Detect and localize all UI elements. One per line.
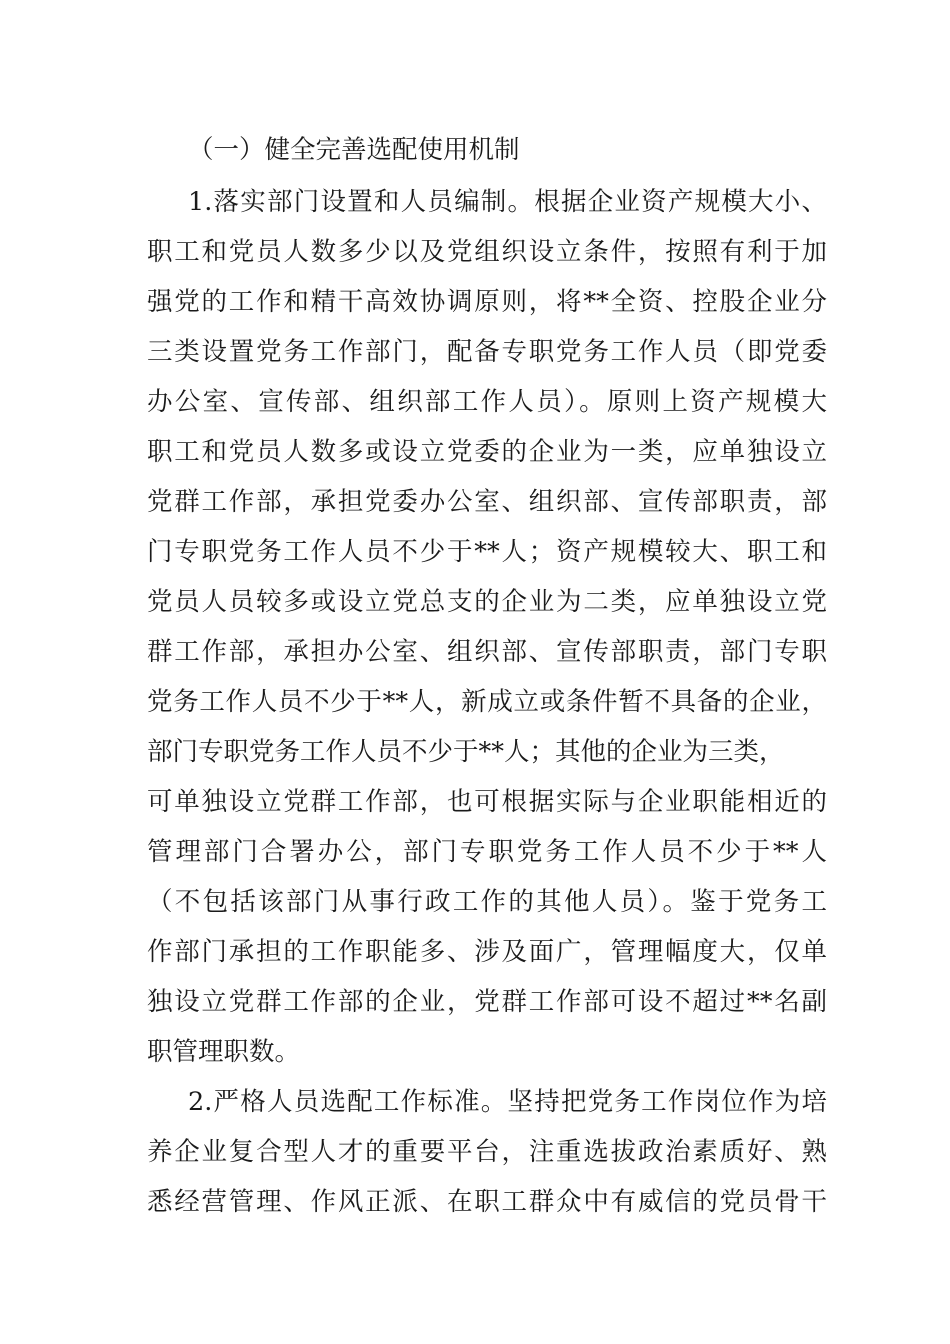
paragraph-1-line-10: 群工作部，承担办公室、组织部、宣传部职责，部门专职 [147,637,827,667]
section-heading: （一）健全完善选配使用机制 [188,135,520,165]
paragraph-1-line-11: 党务工作人员不少于**人，新成立或条件暂不具备的企业， [147,687,827,717]
paragraph-1-line-1: 1.落实部门设置和人员编制。根据企业资产规模大小、 [188,187,827,217]
paragraph-1-line-7: 党群工作部，承担党委办公室、组织部、宣传部职责，部 [147,487,827,517]
paragraph-1-line-2: 职工和党员人数多少以及党组织设立条件，按照有利于加 [147,237,827,267]
paragraph-1-line-9: 党员人员较多或设立党总支的企业为二类，应单独设立党 [147,587,827,617]
paragraph-1-line-16: 作部门承担的工作职能多、涉及面广，管理幅度大，仅单 [147,937,827,967]
paragraph-1-line-17: 独设立党群工作部的企业，党群工作部可设不超过**名副 [147,987,827,1017]
paragraph-1-line-13: 可单独设立党群工作部，也可根据实际与企业职能相近的 [147,787,827,817]
paragraph-1-line-3: 强党的工作和精干高效协调原则，将**全资、控股企业分 [147,287,827,317]
paragraph-2-line-1: 2.严格人员选配工作标准。坚持把党务工作岗位作为培 [188,1087,827,1117]
paragraph-1-line-5: 办公室、宣传部、组织部工作人员）。原则上资产规模大 [147,387,827,417]
paragraph-2-line-3: 悉经营管理、作风正派、在职工群众中有威信的党员骨干 [147,1187,827,1217]
paragraph-1-line-18: 职管理职数。 [147,1037,301,1067]
paragraph-1-line-6: 职工和党员人数多或设立党委的企业为一类，应单独设立 [147,437,827,467]
paragraph-1-line-14: 管理部门合署办公，部门专职党务工作人员不少于**人 [147,837,827,867]
paragraph-1-line-12: 部门专职党务工作人员不少于**人；其他的企业为三类， [147,737,785,767]
paragraph-1-line-4: 三类设置党务工作部门，配备专职党务工作人员（即党委 [147,337,827,367]
paragraph-2-line-2: 养企业复合型人才的重要平台，注重选拔政治素质好、熟 [147,1137,827,1167]
paragraph-1-line-15: （不包括该部门从事行政工作的其他人员）。鉴于党务工 [147,887,827,917]
paragraph-1-line-8: 门专职党务工作人员不少于**人；资产规模较大、职工和 [147,537,827,567]
